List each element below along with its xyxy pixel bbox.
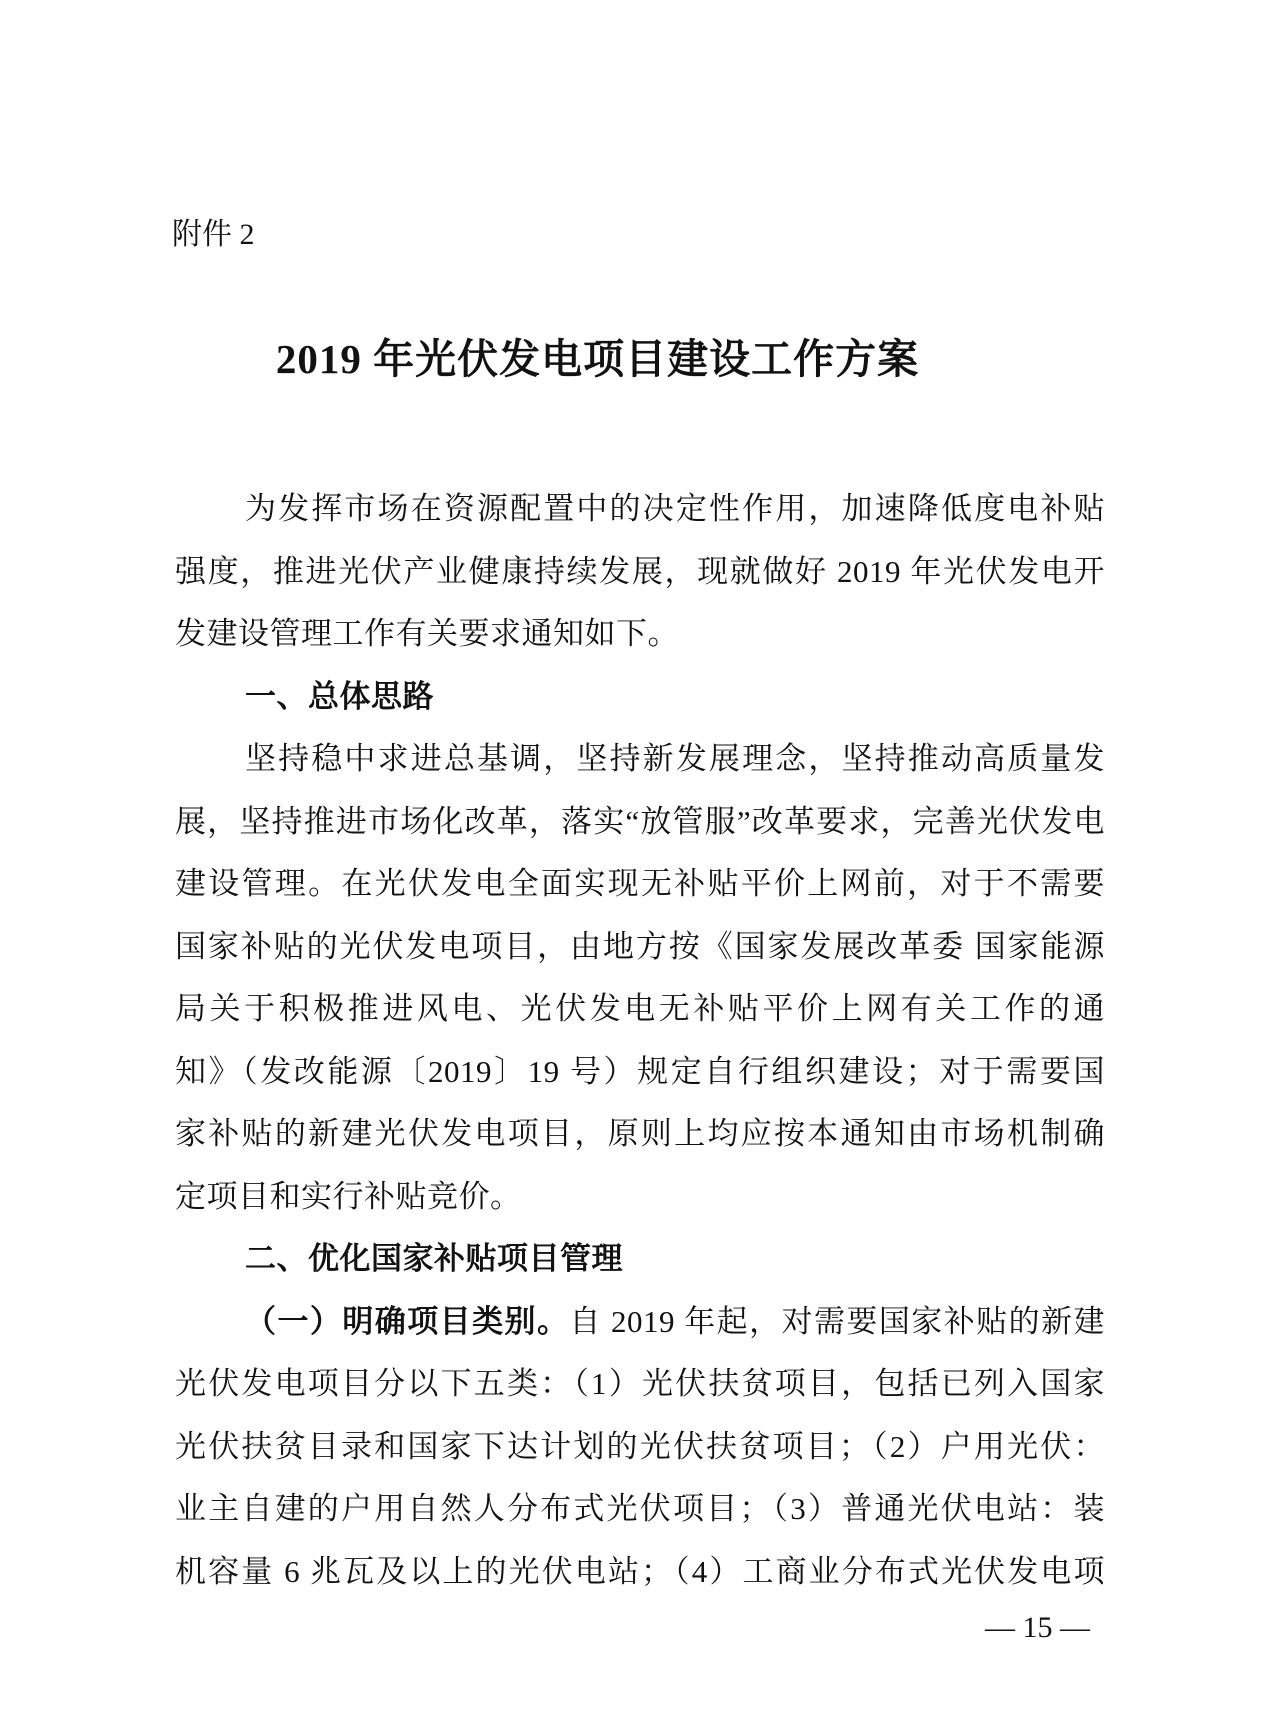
text-run: 业主自建的户用自然人分布式光伏项目；（3）普通光伏电站：装 bbox=[175, 1491, 1105, 1526]
text-line bbox=[175, 728, 1105, 791]
text-run: （一）明确项目类别。 bbox=[245, 1303, 570, 1339]
document-body bbox=[175, 478, 1105, 1603]
text-line bbox=[175, 1103, 1105, 1166]
page-title: 2019 年光伏发电项目建设工作方案 bbox=[275, 336, 920, 382]
text-line bbox=[175, 603, 1105, 666]
text-run: 展，坚持推进市场化改革，落实“放管服”改革要求，完善光伏发电 bbox=[175, 803, 1105, 839]
text-line bbox=[175, 478, 1105, 541]
text-run: 知》（发改能源〔2019〕19 号）规定自行组织建设；对于需要国 bbox=[175, 1053, 1105, 1089]
text-run: 局关于积极推进风电、光伏发电无补贴平价上网有关工作的通 bbox=[175, 991, 1105, 1026]
text-run: 一、总体思路 bbox=[245, 678, 434, 714]
text-line bbox=[175, 1353, 1105, 1416]
text-run: 自 2019 年起，对需要国家补贴的新建 bbox=[569, 1303, 1106, 1339]
text-line bbox=[175, 541, 1105, 604]
text-run: 建设管理。在光伏发电全面实现无补贴平价上网前，对于不需要 bbox=[175, 866, 1105, 901]
text-run: 发建设管理工作有关要求通知如下。 bbox=[175, 616, 679, 651]
section-heading bbox=[175, 1228, 1105, 1291]
attachment-label: 附件 2 bbox=[172, 218, 255, 251]
text-line bbox=[175, 978, 1105, 1041]
text-line bbox=[175, 791, 1105, 854]
text-run: 为发挥市场在资源配置中的决定性作用，加速降低度电补贴 bbox=[245, 491, 1105, 526]
text-run: 机容量 6 兆瓦及以上的光伏电站；（4）工商业分布式光伏发电项 bbox=[175, 1553, 1105, 1589]
section-heading bbox=[175, 666, 1105, 729]
text-line bbox=[175, 1416, 1105, 1479]
text-run: 强度，推进光伏产业健康持续发展，现就做好 2019 年光伏发电开 bbox=[175, 553, 1105, 589]
text-line bbox=[175, 1478, 1105, 1541]
text-run: 光伏发电项目分以下五类：（1）光伏扶贫项目，包括已列入国家 bbox=[175, 1366, 1105, 1401]
text-line bbox=[175, 1166, 1105, 1229]
text-run: 坚持稳中求进总基调，坚持新发展理念，坚持推动高质量发 bbox=[245, 741, 1105, 776]
text-run: 定项目和实行补贴竞价。 bbox=[175, 1178, 522, 1214]
text-run: 家补贴的新建光伏发电项目，原则上均应按本通知由市场机制确 bbox=[175, 1116, 1105, 1151]
text-run: 二、优化国家补贴项目管理 bbox=[245, 1241, 623, 1276]
text-line bbox=[175, 1541, 1105, 1604]
text-run: 国家补贴的光伏发电项目，由地方按《国家发展改革委 国家能源 bbox=[175, 928, 1105, 964]
text-line bbox=[175, 1041, 1105, 1104]
text-line bbox=[175, 916, 1105, 979]
text-run: 光伏扶贫目录和国家下达计划的光伏扶贫项目；（2）户用光伏： bbox=[175, 1428, 1105, 1464]
text-line bbox=[175, 853, 1105, 916]
text-line bbox=[175, 1291, 1105, 1354]
page-number: — 15 — bbox=[985, 1611, 1090, 1644]
